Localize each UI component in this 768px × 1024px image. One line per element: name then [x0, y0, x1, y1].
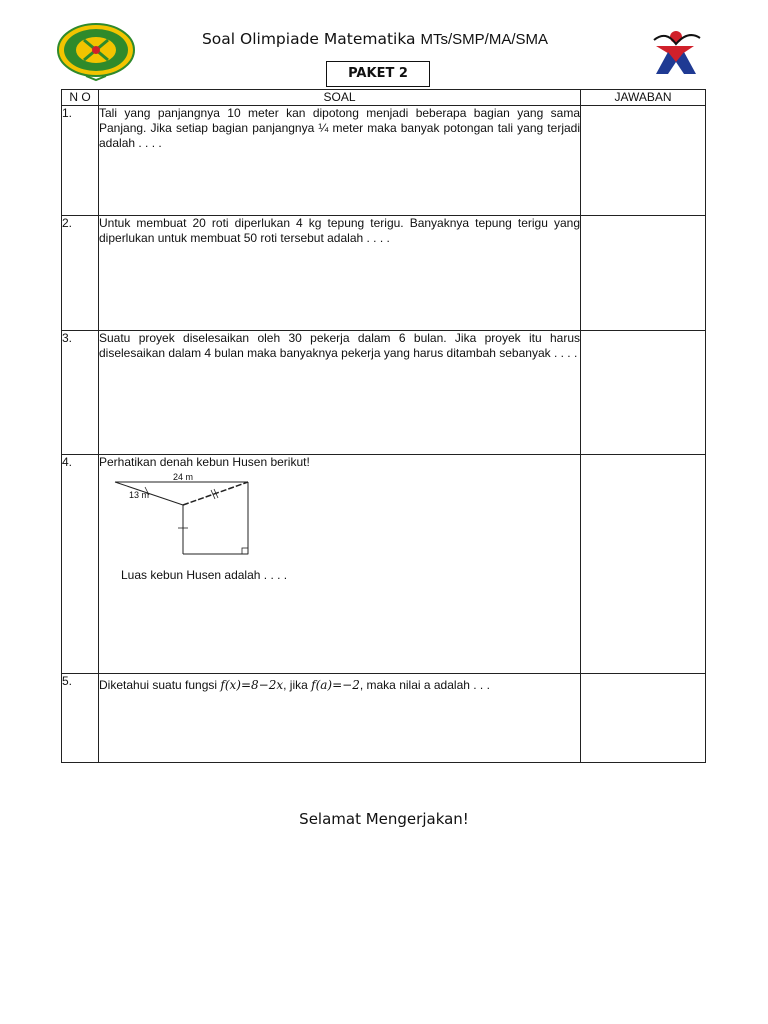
- answer-cell[interactable]: [581, 331, 706, 455]
- function-expression: f(x)=8−2x: [220, 678, 284, 692]
- question-text: Suatu proyek diselesaikan oleh 30 pekerja dalam 6 bulan. Jika proyek itu harus diselesaikan dalam 4 bulan maka banyaknya pekerja yang harus ditambah sebanyak . . . .: [99, 331, 581, 455]
- col-no-header: N O: [62, 90, 99, 106]
- figure-label-top: 24 m: [173, 472, 194, 482]
- question-number: 4.: [62, 455, 99, 674]
- question-text-part: , maka nilai a adalah . . .: [359, 678, 490, 692]
- title-sub: MTs/SMP/MA/SMA: [420, 31, 549, 48]
- question-text-part: Diketahui suatu fungsi: [99, 678, 221, 692]
- answer-cell[interactable]: [581, 455, 706, 674]
- question-text-part: , jika: [283, 678, 312, 692]
- table-row: [62, 674, 706, 763]
- question-number: 1.: [62, 106, 99, 216]
- question-number: 2.: [62, 216, 99, 331]
- col-soal-header: SOAL: [99, 90, 581, 106]
- question-number: 3.: [62, 331, 99, 455]
- document-title: [150, 30, 600, 48]
- col-jawaban-header: JAWABAN: [581, 90, 706, 106]
- answer-cell[interactable]: [581, 674, 706, 763]
- answer-cell[interactable]: [581, 216, 706, 331]
- question-cell: [99, 674, 581, 763]
- question-text: Perhatikan denah kebun Husen berikut!: [99, 455, 310, 469]
- question-text: Tali yang panjangnya 10 meter kan dipotong menjadi beberapa bagian yang sama Panjang. Jika setiap bagian panjangnya ¼ meter maka banyak potongan tali yang terjadi adalah . . . .: [99, 106, 581, 216]
- question-table: [61, 89, 706, 763]
- table-row: [62, 216, 706, 331]
- figure-label-side: 13 m: [129, 490, 150, 500]
- question-followup: Luas kebun Husen adalah . . . .: [121, 568, 288, 582]
- function-condition: f(a)=−2: [311, 678, 360, 692]
- olympiad-mascot-icon: [646, 28, 704, 78]
- question-text: Untuk membuat 20 roti diperlukan 4 kg tepung terigu. Banyaknya tepung terigu yang diperlukan untuk membuat 50 roti tersebut adalah . . . .: [99, 216, 581, 331]
- title-main: Soal Olimpiade Matematika: [201, 30, 416, 48]
- table-row: [62, 331, 706, 455]
- table-row: [62, 455, 706, 674]
- school-emblem-icon: [56, 22, 136, 82]
- table-row: [62, 106, 706, 216]
- table-header-row: [62, 90, 706, 106]
- question-cell: [99, 455, 581, 674]
- question-number: 5.: [62, 674, 99, 763]
- answer-cell[interactable]: [581, 106, 706, 216]
- closing-message: Selamat Mengerjakan!: [299, 810, 469, 828]
- paket-label: PAKET 2: [326, 61, 430, 87]
- garden-figure: [105, 472, 265, 562]
